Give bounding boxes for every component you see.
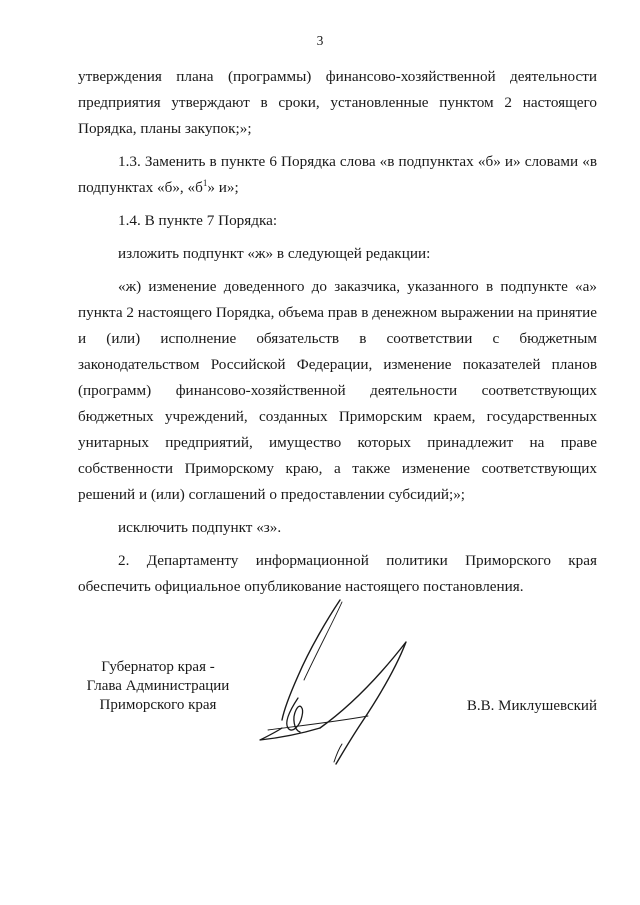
paragraph-1-3-text: 1.3. Заменить в пункте 6 Порядка слова «в подпунктах «б» и» словами «в подпунктах «б», «б xyxy=(78,153,597,196)
signature-block xyxy=(78,658,597,778)
signatory-title-line-2: Глава Администрации xyxy=(86,678,230,694)
paragraph-1-3-tail: » и»; xyxy=(207,179,239,196)
superscript-one: 1 xyxy=(202,177,208,188)
signatory-title xyxy=(78,658,238,715)
signatory-title-line-3: Приморского края xyxy=(99,697,217,713)
paragraph-subitem-zh-intro: изложить подпункт «ж» в следующей редакции: xyxy=(118,245,431,262)
paragraph-1-3 xyxy=(78,149,597,201)
paragraph-exclude-z: исключить подпункт «з». xyxy=(118,519,282,536)
page-number: 3 xyxy=(316,33,324,48)
handwritten-signature xyxy=(238,598,418,768)
signatory-name: В.В. Миклушевский xyxy=(466,698,597,714)
paragraph-continuation: утверждения плана (программы) финансово-хозяйственной деятельности предприятия утверждают в сроки, установленные пунктом 2 настоящего Порядка, планы закупок;»; xyxy=(78,68,597,137)
paragraph-1-4: 1.4. В пункте 7 Порядка: xyxy=(118,212,278,229)
signatory-title-line-1: Губернатор края - xyxy=(101,659,215,675)
paragraph-2: 2. Департаменту информационной политики Приморского края обеспечить официальное опубликование настоящего постановления. xyxy=(78,552,597,595)
document-body xyxy=(78,64,597,600)
paragraph-subitem-zh-text: «ж) изменение доведенного до заказчика, указанного в подпункте «а» пункта 2 настоящего Порядка, объема прав в денежном выражении на принятие и (или) исполнение обязательств в соответствии с бюджетным законодательством Российской Федерации, изменение показателей планов (программ) финансово-хозяйственной деятельности соответствующих бюджетных учреждений, созданных Приморским краем, государственных унитарных предприятий, имущество которых принадлежит на праве собственности Приморскому краю, а также изменение соответствующих решений и (или) соглашений о предоставлении субсидий;»; xyxy=(78,278,597,503)
